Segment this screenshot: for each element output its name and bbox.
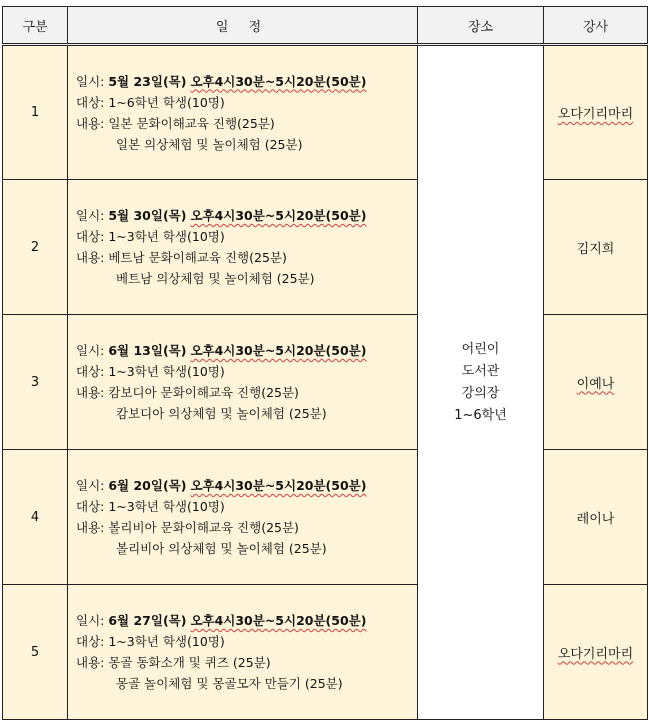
table-row [3, 180, 648, 315]
instructor-name: 이예나 [576, 376, 615, 392]
instructor-name: 오다기리마리 [557, 107, 634, 122]
place-cell [418, 45, 544, 720]
content-label: 내용: [76, 115, 109, 131]
date-line [76, 475, 417, 496]
content-line-2: 일본 의상체험 및 놀이체험 (25분) [116, 136, 303, 152]
instructor-cell [544, 315, 648, 450]
content-label: 내용: [76, 655, 109, 670]
content-line-2: 캄보디아 의상체험 및 놀이체험 (25분) [116, 406, 327, 421]
row-number: 3 [3, 315, 68, 450]
instructor-name: 오다기리마리 [557, 646, 634, 662]
schedule-cell [68, 585, 418, 720]
content-line-1 [76, 247, 417, 268]
date-label: 일시: [76, 343, 109, 358]
header-instructor: 강사 [544, 7, 648, 45]
date-text: 6월 20일(목) [108, 478, 187, 493]
header-division: 구분 [3, 7, 68, 45]
header-row [3, 7, 648, 45]
content-line-1 [76, 517, 417, 538]
row-number: 5 [3, 585, 68, 720]
instructor-cell [544, 585, 648, 720]
table-row [3, 45, 648, 180]
content-label: 내용: [76, 250, 109, 265]
content-line-2: 몽골 놀이체험 및 몽골모자 만들기 (25분) [116, 676, 343, 691]
content-line-1 [76, 382, 417, 403]
table-row [3, 315, 648, 450]
content-text-1: 몽골 동화소개 및 퀴즈 (25분) [108, 655, 271, 670]
time-text: 오후4시30분~5시20분(50분) [190, 73, 367, 89]
header-place: 장소 [418, 7, 544, 45]
time-text: 오후4시30분~5시20분(50분) [190, 208, 367, 223]
time-text: 오후4시30분~5시20분(50분) [190, 478, 367, 493]
date-label: 일시: [76, 208, 109, 223]
date-text: 5월 23일(목) [108, 73, 187, 89]
content-line-1 [76, 652, 417, 673]
date-text: 6월 27일(목) [108, 613, 187, 628]
target-line: 대상: 1~6학년 학생(10명) [76, 94, 225, 110]
schedule-table [2, 6, 648, 720]
instructor-name: 김지희 [576, 241, 615, 257]
content-label: 내용: [76, 385, 109, 400]
row-number: 1 [3, 45, 68, 180]
schedule-cell [68, 315, 418, 450]
date-line [76, 71, 417, 92]
schedule-cell [68, 45, 418, 180]
time-text: 오후4시30분~5시20분(50분) [190, 613, 367, 628]
table-row [3, 450, 648, 585]
header-schedule: 일 정 [68, 7, 418, 45]
instructor-cell [544, 45, 648, 180]
content-text-1: 볼리비아 문화이해교육 진행(25분) [108, 520, 299, 535]
target-line: 대상: 1~3학년 학생(10명) [76, 499, 225, 514]
place-line-4: 1~6학년 [454, 407, 507, 423]
place-line-3: 강의장 [461, 385, 500, 401]
schedule-cell [68, 450, 418, 585]
date-text: 6월 13일(목) [108, 343, 187, 358]
time-text: 오후4시30분~5시20분(50분) [190, 343, 367, 358]
content-line-2: 베트남 의상체험 및 놀이체험 (25분) [116, 271, 315, 286]
target-line: 대상: 1~3학년 학생(10명) [76, 229, 225, 244]
date-line [76, 340, 417, 361]
content-line-1 [76, 113, 417, 134]
content-label: 내용: [76, 520, 109, 535]
content-text-1: 캄보디아 문화이해교육 진행(25분) [108, 385, 299, 400]
date-label: 일시: [76, 613, 109, 628]
row-number: 2 [3, 180, 68, 315]
instructor-cell [544, 180, 648, 315]
content-text-1: 베트남 문화이해교육 진행(25분) [108, 250, 287, 265]
date-line [76, 610, 417, 631]
row-number: 4 [3, 450, 68, 585]
date-label: 일시: [76, 73, 109, 89]
instructor-name: 레이나 [576, 511, 615, 527]
place-line-1: 어린이 [461, 341, 500, 357]
instructor-cell [544, 450, 648, 585]
table-row [3, 585, 648, 720]
place-line-2: 도서관 [461, 363, 500, 379]
content-text-1: 일본 문화이해교육 진행(25분) [108, 115, 275, 131]
date-label: 일시: [76, 478, 109, 493]
target-line: 대상: 1~3학년 학생(10명) [76, 634, 225, 649]
content-line-2: 볼리비아 의상체험 및 놀이체험 (25분) [116, 541, 327, 556]
date-line [76, 205, 417, 226]
date-text: 5월 30일(목) [108, 208, 187, 223]
schedule-cell [68, 180, 418, 315]
target-line: 대상: 1~3학년 학생(10명) [76, 364, 225, 379]
